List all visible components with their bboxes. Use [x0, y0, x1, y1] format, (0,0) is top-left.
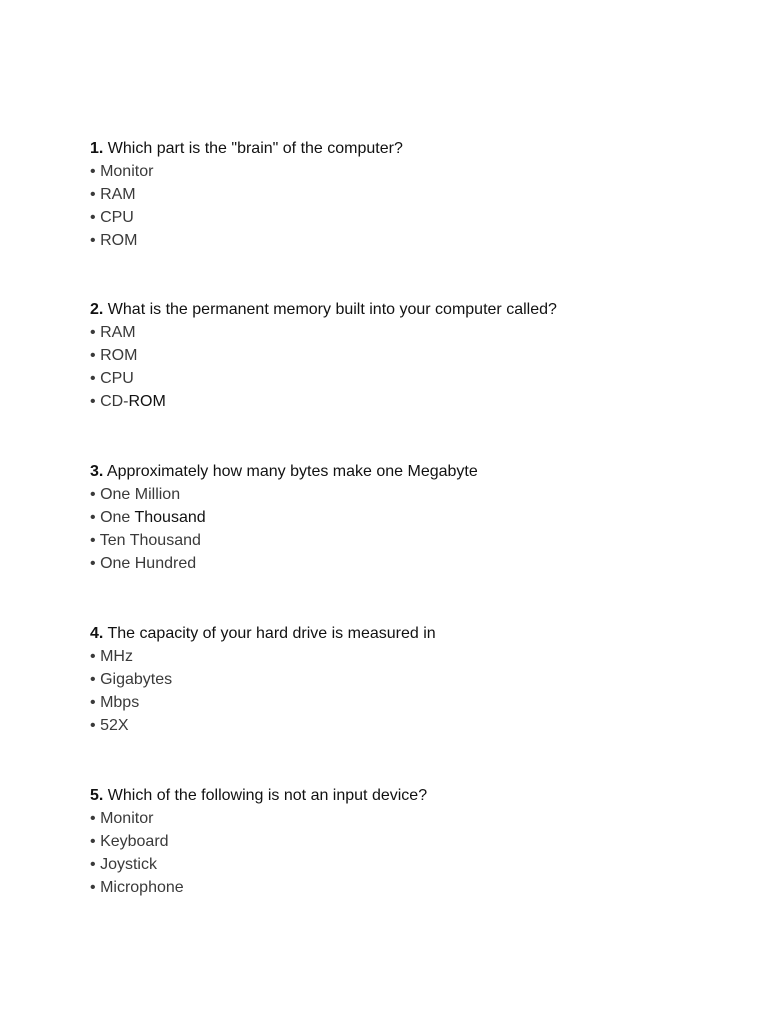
- option-text: ROM: [100, 347, 138, 364]
- bullet-icon: •: [90, 509, 96, 526]
- option-text: One: [100, 509, 135, 526]
- option-item: [90, 808, 730, 831]
- option-item: [90, 715, 730, 738]
- question-5-number: 5.: [90, 787, 104, 804]
- option-item: [90, 530, 730, 553]
- option-item: [90, 646, 730, 669]
- option-item: [90, 322, 730, 345]
- bullet-icon: •: [90, 856, 96, 873]
- option-item: [90, 207, 730, 230]
- option-text: RAM: [100, 324, 136, 341]
- option-text: Mbps: [100, 694, 140, 711]
- option-text: RAM: [100, 186, 136, 203]
- option-item: [90, 692, 730, 715]
- option-text: CD-: [100, 393, 129, 410]
- bullet-icon: •: [90, 671, 96, 688]
- question-5-text: Which of the following is not an input device?: [107, 787, 428, 804]
- question-3: [90, 461, 730, 576]
- question-3-line: [90, 461, 730, 484]
- option-text: CPU: [100, 370, 134, 387]
- option-item: [90, 230, 730, 253]
- option-text: One Million: [100, 486, 181, 503]
- option-text: MHz: [100, 648, 133, 665]
- question-1-number: 1.: [90, 140, 104, 157]
- bullet-icon: •: [90, 717, 96, 734]
- bullet-icon: •: [90, 186, 96, 203]
- option-item: [90, 854, 730, 877]
- option-text: Gigabytes: [100, 671, 173, 688]
- option-text: Monitor: [100, 163, 154, 180]
- option-text: Joystick: [100, 856, 157, 873]
- option-text: Monitor: [100, 810, 154, 827]
- question-4-text: The capacity of your hard drive is measured in: [107, 625, 436, 642]
- option-item: [90, 345, 730, 368]
- bullet-icon: •: [90, 648, 96, 665]
- bullet-icon: •: [90, 232, 96, 249]
- option-text: Keyboard: [100, 833, 169, 850]
- option-item: [90, 553, 730, 576]
- bullet-icon: •: [90, 810, 96, 827]
- option-text: CPU: [100, 209, 134, 226]
- question-1: [90, 138, 730, 253]
- option-item: [90, 669, 730, 692]
- bullet-icon: •: [90, 833, 96, 850]
- question-3-number: 3.: [90, 463, 104, 480]
- question-4-line: [90, 623, 730, 646]
- option-item: [90, 368, 730, 391]
- option-item: [90, 507, 730, 530]
- bullet-icon: •: [90, 209, 96, 226]
- option-text: ROM: [100, 232, 138, 249]
- question-5-line: [90, 785, 730, 808]
- question-4-number: 4.: [90, 625, 104, 642]
- option-text: 52X: [100, 717, 129, 734]
- bullet-icon: •: [90, 555, 96, 572]
- bullet-icon: •: [90, 694, 96, 711]
- option-text-dark: ROM: [128, 393, 166, 410]
- bullet-icon: •: [90, 532, 96, 549]
- question-2: [90, 299, 730, 414]
- question-2-number: 2.: [90, 301, 104, 318]
- bullet-icon: •: [90, 486, 96, 503]
- question-2-text: What is the permanent memory built into your computer called?: [107, 301, 557, 318]
- option-item: [90, 161, 730, 184]
- bullet-icon: •: [90, 347, 96, 364]
- option-item: [90, 484, 730, 507]
- option-text: Ten Thousand: [99, 532, 201, 549]
- question-1-line: [90, 138, 730, 161]
- bullet-icon: •: [90, 879, 96, 896]
- question-2-line: [90, 299, 730, 322]
- option-item: [90, 184, 730, 207]
- bullet-icon: •: [90, 163, 96, 180]
- question-3-text: Approximately how many bytes make one Megabyte: [106, 463, 478, 480]
- bullet-icon: •: [90, 393, 96, 410]
- question-1-text: Which part is the "brain" of the computer?: [107, 140, 403, 157]
- option-text-dark: Thousand: [134, 509, 206, 526]
- option-item: [90, 877, 730, 900]
- option-item: [90, 831, 730, 854]
- bullet-icon: •: [90, 324, 96, 341]
- option-text: One Hundred: [100, 555, 197, 572]
- option-item: [90, 391, 730, 414]
- question-4: [90, 623, 730, 738]
- bullet-icon: •: [90, 370, 96, 387]
- option-text: Microphone: [100, 879, 184, 896]
- question-5: [90, 785, 730, 900]
